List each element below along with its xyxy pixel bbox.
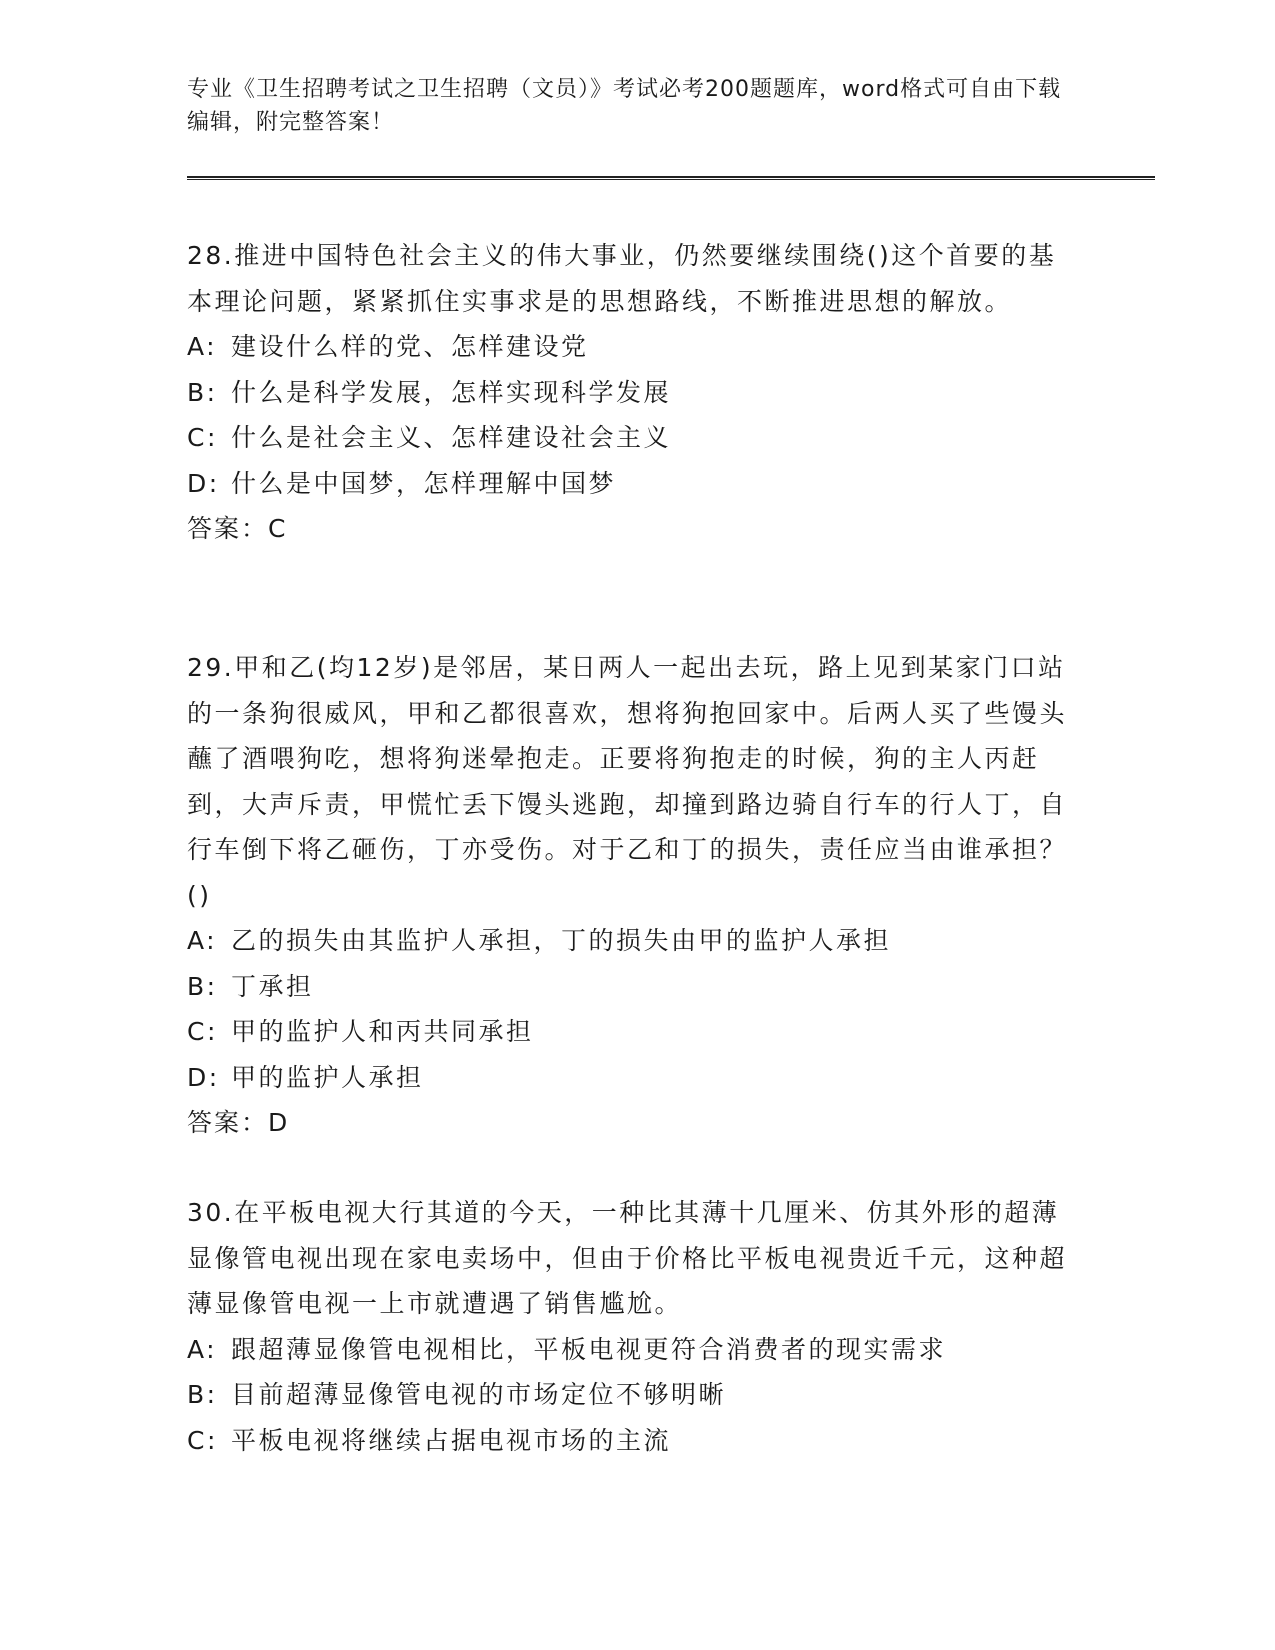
option-key: A: — [187, 926, 218, 955]
question-stem: 30.在平板电视大行其道的今天，一种比其薄十几厘米、仿其外形的超薄显像管电视出现在家电卖场中，但由于价格比平板电视贵近千元，这种超薄显像管电视一上市就遭遇了销售尴尬。 — [187, 1198, 1068, 1318]
option-text: 建设什么样的党、怎样建设党 — [231, 332, 589, 361]
option-d — [187, 461, 1067, 507]
option-c — [187, 415, 1067, 461]
option-key: A: — [187, 1334, 218, 1364]
option-text: 丁承担 — [231, 971, 314, 1001]
question-stem: 29.甲和乙(均12岁)是邻居，某日两人一起出去玩，路上见到某家门口站的一条狗很威风，甲和乙都很喜欢，想将狗抱回家中。后两人买了些馒头蘸了酒喂狗吃，想将狗迷晕抱走。正要将狗抱走的时候，狗的主人丙赶到，大声斥责，甲慌忙丢下馒头逃跑，却撞到路边骑自行车的行人丁，自行车倒下将乙砸伤，丁亦受伤。对于乙和丁的损失，责任应当由谁承担？() — [187, 653, 1068, 910]
option-key: B: — [187, 1380, 218, 1409]
option-text: 乙的损失由其监护人承担，丁的损失由甲的监护人承担 — [231, 926, 892, 955]
option-text: 跟超薄显像管电视相比，平板电视更符合消费者的现实需求 — [231, 1334, 947, 1364]
option-text: 平板电视将继续占据电视市场的主流 — [231, 1425, 672, 1455]
option-text: 甲的监护人和丙共同承担 — [231, 1017, 534, 1046]
option-key: D: — [187, 1062, 220, 1092]
option-key: C: — [187, 1017, 218, 1046]
question-29 — [187, 645, 1067, 1146]
option-d — [187, 1055, 1067, 1101]
option-key: D: — [187, 468, 220, 498]
option-text: 甲的监护人承担 — [231, 1062, 424, 1092]
option-text: 什么是中国梦，怎样理解中国梦 — [231, 468, 617, 498]
option-key: A: — [187, 332, 218, 361]
option-key: B: — [187, 971, 218, 1001]
answer-line: 答案：C — [187, 514, 288, 543]
question-stem: 28.推进中国特色社会主义的伟大事业，仍然要继续围绕()这个首要的基本理论问题，紧紧抓住实事求是的思想路线，不断推进思想的解放。 — [187, 241, 1057, 316]
header-divider — [187, 176, 1155, 180]
option-text: 什么是科学发展，怎样实现科学发展 — [231, 377, 672, 407]
option-text: 什么是社会主义、怎样建设社会主义 — [231, 423, 672, 452]
question-30 — [187, 1190, 1067, 1463]
option-a — [187, 324, 1067, 370]
option-a — [187, 1327, 1067, 1373]
option-a — [187, 918, 1067, 964]
option-key: C: — [187, 1425, 218, 1455]
option-c — [187, 1009, 1067, 1055]
option-key: C: — [187, 423, 218, 452]
document-header: 专业《卫生招聘考试之卫生招聘（文员）》考试必考200题题库，word格式可自由下载编辑，附完整答案！ — [187, 77, 1062, 135]
answer-line: 答案：D — [187, 1108, 290, 1137]
option-b — [187, 1372, 1067, 1418]
option-b — [187, 964, 1067, 1010]
option-text: 目前超薄显像管电视的市场定位不够明晰 — [231, 1380, 727, 1409]
option-b — [187, 370, 1067, 416]
question-28 — [187, 233, 1067, 552]
option-c — [187, 1418, 1067, 1464]
option-key: B: — [187, 377, 218, 407]
